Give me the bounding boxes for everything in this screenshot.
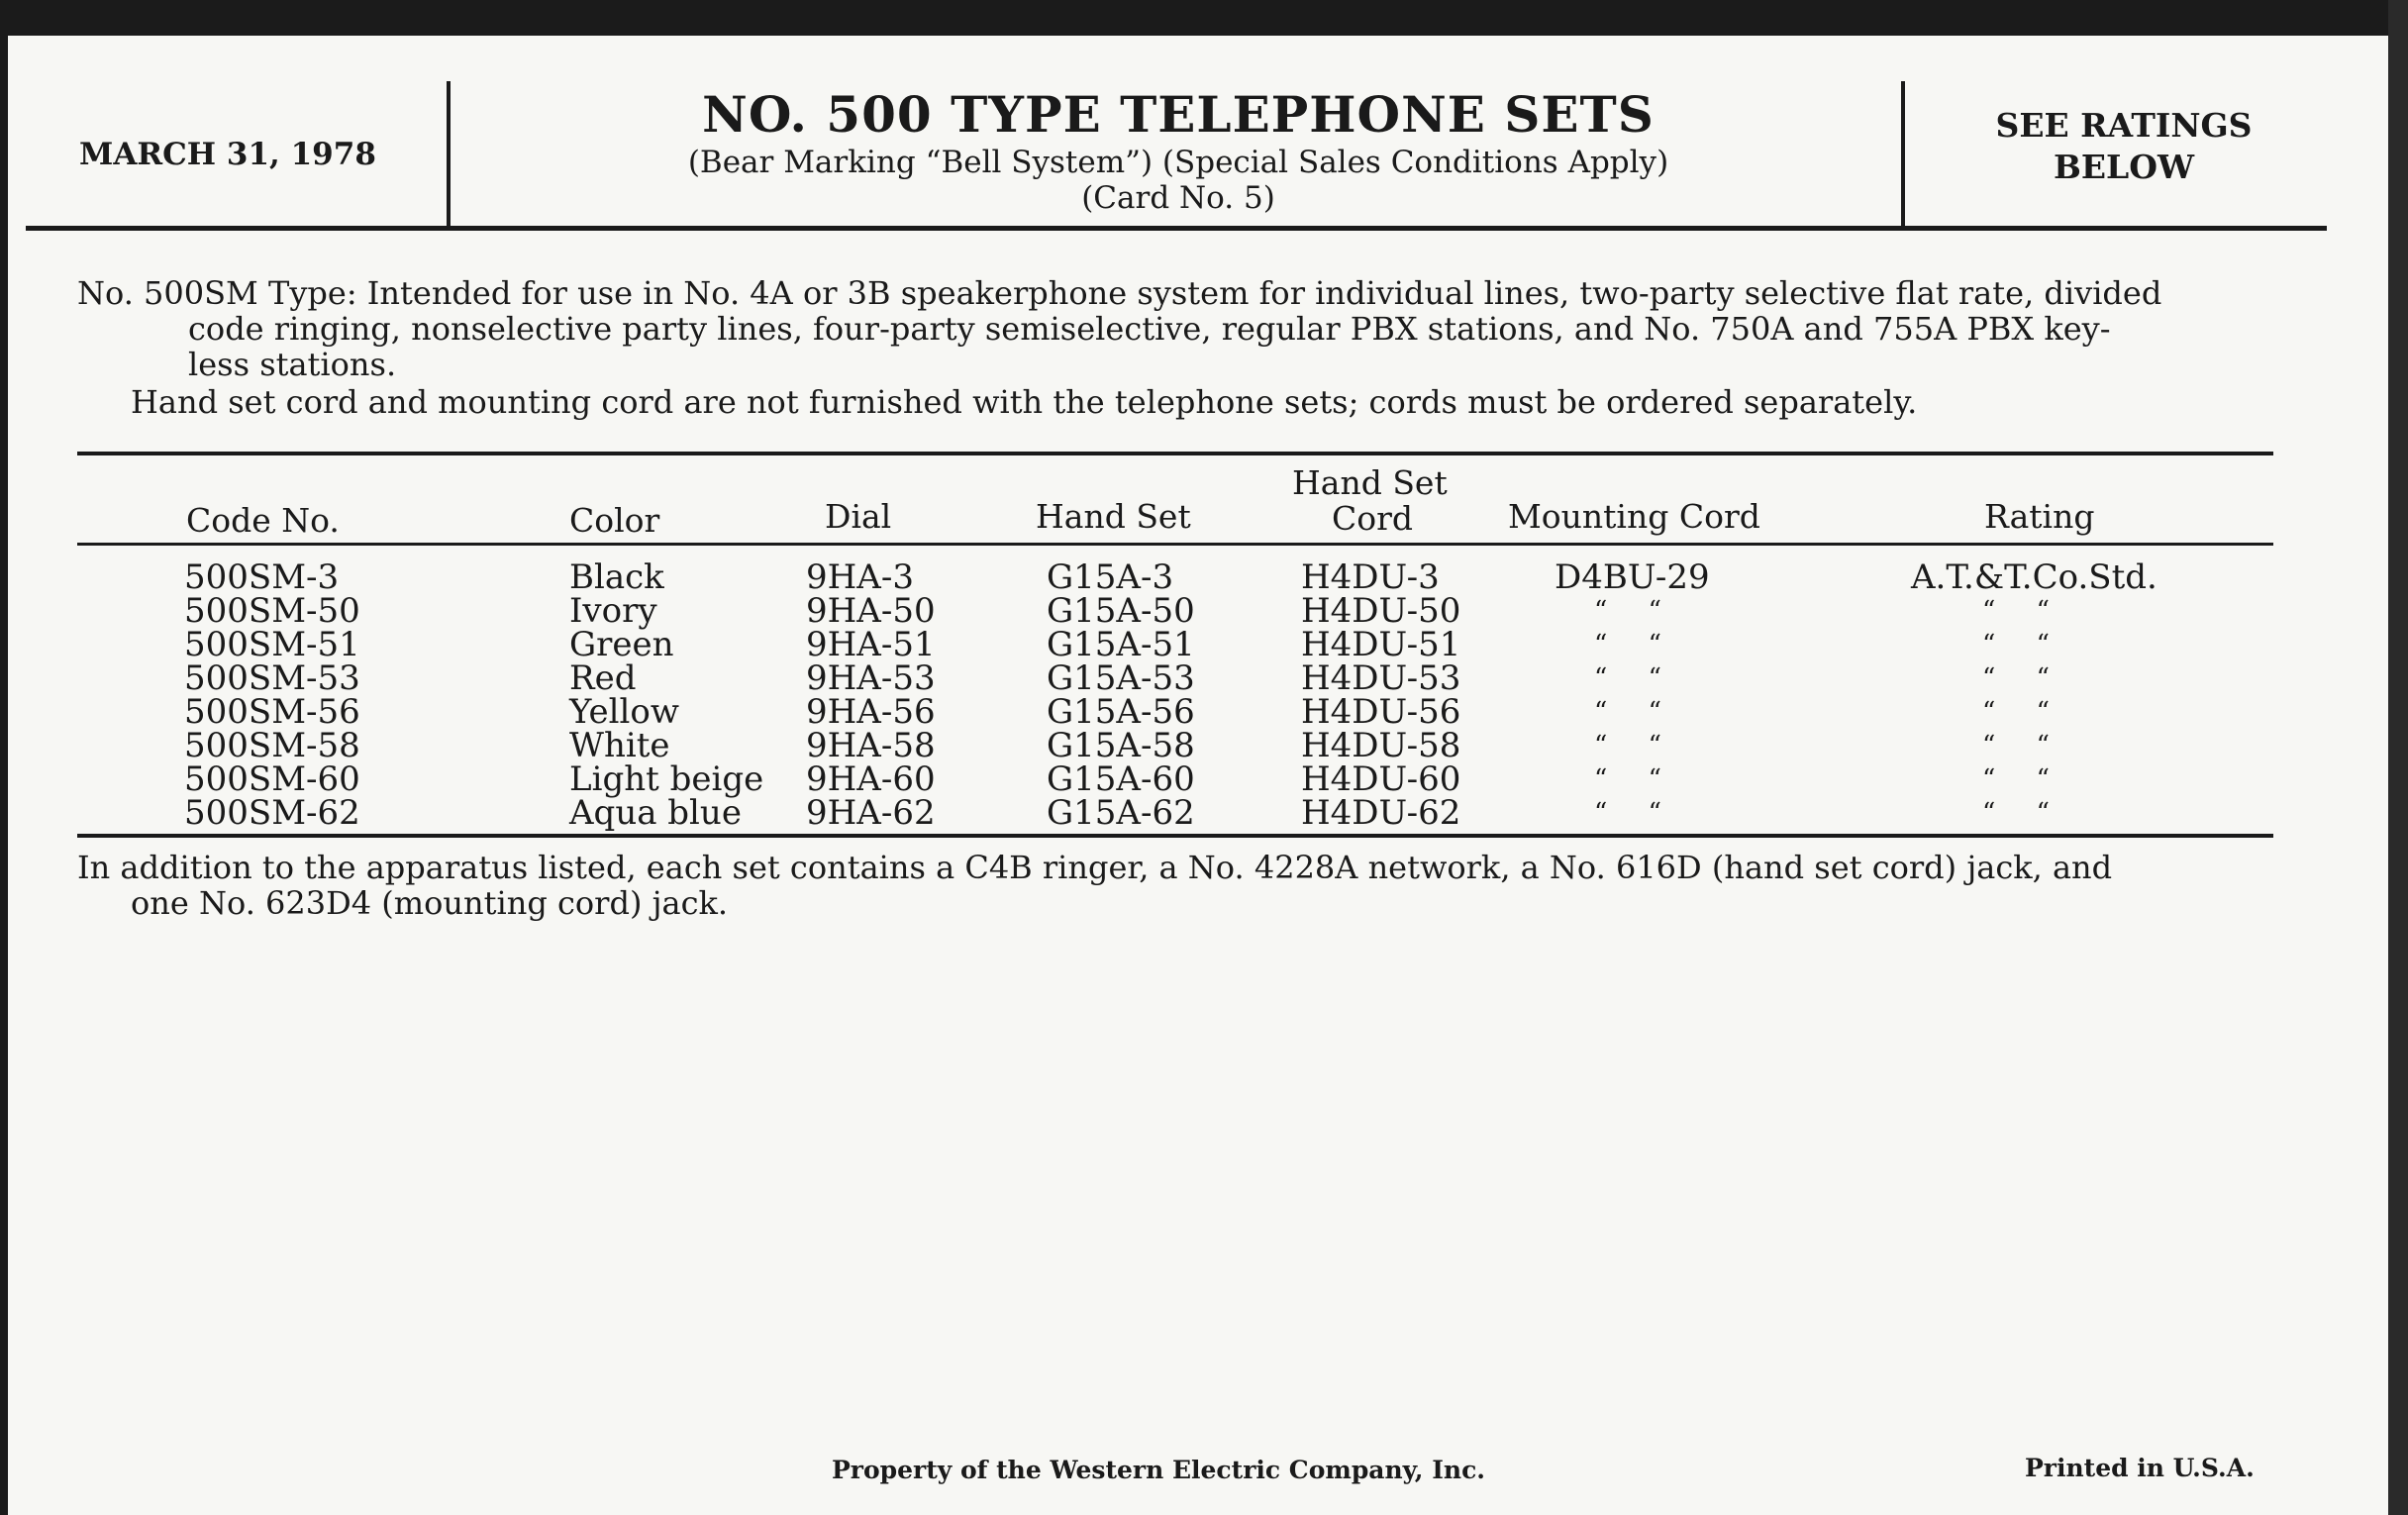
table-cell-color: Red (569, 658, 637, 698)
intro-line-3: less stations. (188, 346, 397, 383)
table-cell-ditto: “ “ (1982, 731, 2050, 760)
note-line-1: In addition to the apparatus listed, each set contains a C4B ringer, a No. 4228A network, a No. 616D (hand set cord) jack, and (77, 849, 2113, 886)
table-cell-code: 500SM-62 (184, 793, 360, 833)
table-cell-ditto: “ “ (1982, 630, 2050, 659)
col-header-code: Code No. (186, 501, 340, 540)
table-cell-hand-set: G15A-53 (1047, 658, 1195, 698)
table-cell-ditto: “ “ (1982, 764, 2050, 794)
table-cell-color: Ivory (569, 591, 657, 631)
table-cell-code: 500SM-60 (184, 759, 360, 799)
table-top-rule (77, 452, 2273, 455)
table-cell-cord: H4DU-51 (1301, 625, 1461, 664)
table-cell-cord: H4DU-60 (1301, 759, 1461, 799)
table-header-rule (77, 543, 2273, 546)
table-cell-code: 500SM-58 (184, 726, 360, 765)
ratings-line-2: BELOW (2053, 148, 2195, 186)
table-cell-dial: 9HA-60 (806, 759, 936, 799)
table-cell-dial: 9HA-3 (806, 557, 914, 597)
table-cell-dial: 9HA-58 (806, 726, 936, 765)
table-cell-dial: 9HA-53 (806, 658, 936, 698)
page-title: NO. 500 TYPE TELEPHONE SETS (702, 85, 1655, 144)
table-cell-dial: 9HA-56 (806, 692, 936, 732)
table-cell-dial: 9HA-51 (806, 625, 936, 664)
table-cell-color: Yellow (569, 692, 679, 732)
page-subtitle: (Bear Marking “Bell System”) (Special Sales Conditions Apply) (687, 145, 1669, 180)
intro-line-2: code ringing, nonselective party lines, four-party semiselective, regular PBX stations, and No. 750A and 755A PBX key- (188, 310, 2111, 348)
table-cell-hand-set: G15A-3 (1047, 557, 1174, 597)
card-edge-shadow (2388, 0, 2408, 1515)
table-cell-ditto: “ “ (1594, 798, 1661, 828)
table-cell-hand-set: G15A-50 (1047, 591, 1195, 631)
table-cell-hand-set: G15A-51 (1047, 625, 1195, 664)
table-cell-ditto: “ “ (1982, 697, 2050, 727)
header-divider-right (1901, 81, 1905, 226)
table-cell-hand-set: G15A-56 (1047, 692, 1195, 732)
intro-line-4: Hand set cord and mounting cord are not furnished with the telephone sets; cords must be ordered separately. (131, 383, 1918, 421)
table-cell-cord: H4DU-50 (1301, 591, 1461, 631)
footer-property: Property of the Western Electric Company, Inc. (832, 1456, 1486, 1484)
date-label: MARCH 31, 1978 (79, 137, 376, 172)
header-rule (26, 226, 2327, 231)
col-header-dial: Dial (825, 497, 892, 536)
table-cell-code: 500SM-50 (184, 591, 360, 631)
note-line-2: one No. 623D4 (mounting cord) jack. (131, 884, 729, 922)
table-cell-code: 500SM-56 (184, 692, 360, 732)
table-cell-ditto: “ “ (1982, 596, 2050, 626)
table-cell-dial: 9HA-50 (806, 591, 936, 631)
table-cell-color: White (569, 726, 670, 765)
table-cell-cord: H4DU-56 (1301, 692, 1461, 732)
col-header-color: Color (569, 501, 660, 540)
table-cell-cord: H4DU-53 (1301, 658, 1461, 698)
table-cell-cord: H4DU-58 (1301, 726, 1461, 765)
table-cell-mounting: D4BU-29 (1555, 557, 1710, 597)
table-cell-ditto: “ “ (1594, 596, 1661, 626)
table-cell-color: Green (569, 625, 674, 664)
table-cell-color: Black (569, 557, 664, 597)
table-cell-color: Aqua blue (569, 793, 742, 833)
table-cell-ditto: “ “ (1594, 663, 1661, 693)
ratings-note (1906, 105, 2342, 188)
footer-printed: Printed in U.S.A. (2025, 1454, 2255, 1482)
table-cell-ditto: “ “ (1982, 798, 2050, 828)
ratings-line-1: SEE RATINGS (1995, 106, 2253, 145)
table-cell-code: 500SM-53 (184, 658, 360, 698)
card-number: (Card No. 5) (1081, 180, 1275, 216)
table-cell-code: 500SM-51 (184, 625, 360, 664)
col-header-mounting-cord: Mounting Cord (1508, 497, 1760, 536)
intro-line-1: No. 500SM Type: Intended for use in No. 4A or 3B speakerphone system for individual lines, two-party selective flat rate, divided (77, 274, 2162, 312)
table-cell-ditto: “ “ (1982, 663, 2050, 693)
table-cell-ditto: “ “ (1594, 630, 1661, 659)
table-cell-hand-set: G15A-62 (1047, 793, 1195, 833)
col-header-hand-set: Hand Set (1036, 497, 1191, 536)
col-header-rating: Rating (1984, 497, 2095, 536)
table-cell-cord: H4DU-3 (1301, 557, 1440, 597)
table-cell-hand-set: G15A-58 (1047, 726, 1195, 765)
header-divider-left (447, 81, 451, 226)
col-header-hand-set-cord-1: Hand Set (1292, 463, 1448, 502)
table-cell-cord: H4DU-62 (1301, 793, 1461, 833)
table-cell-dial: 9HA-62 (806, 793, 936, 833)
table-bottom-rule (77, 834, 2273, 838)
table-cell-hand-set: G15A-60 (1047, 759, 1195, 799)
table-cell-rating: A.T.&T.Co.Std. (1911, 557, 2157, 597)
table-cell-ditto: “ “ (1594, 764, 1661, 794)
table-cell-ditto: “ “ (1594, 731, 1661, 760)
table-cell-ditto: “ “ (1594, 697, 1661, 727)
col-header-hand-set-cord-2: Cord (1332, 499, 1414, 538)
title-block (455, 85, 1901, 216)
table-cell-color: Light beige (569, 759, 764, 799)
table-cell-code: 500SM-3 (184, 557, 340, 597)
